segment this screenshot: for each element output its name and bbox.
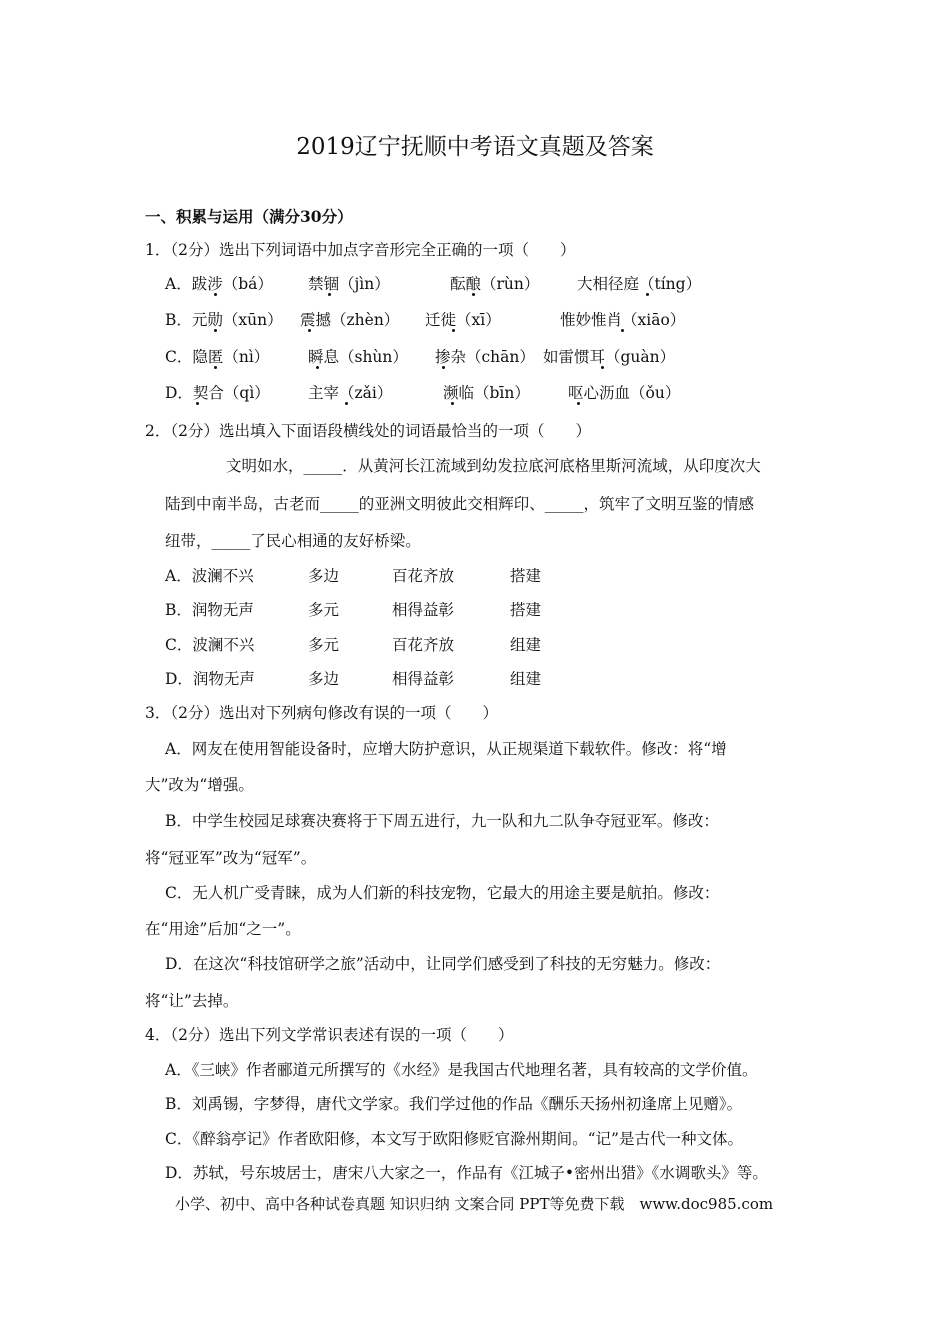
q1-c-word4: 如雷惯耳（guàn） [543,348,676,366]
q2-a-c1: A．波澜不兴 [165,567,254,585]
q1-a-word1: A．跋涉（bá） [165,275,273,293]
q1-c-word3: 掺杂（chān） [435,348,535,366]
q2-d-c3: 相得益彰 [392,670,455,688]
q3-option-b-cont: 将“冠亚军”改为“冠军”。 [145,849,317,867]
question-3-stem: 3．（2分）选出对下列病句修改有误的一项（ ） [145,704,498,722]
emphasis-dot [316,366,319,369]
q4-option-a[interactable]: A．《三峡》作者郦道元所撰写的《水经》是我国古代地理名著，具有较高的文学价值。 [165,1061,758,1079]
q1-d-word1: D．契合（qì） [165,384,270,402]
q2-b-c1: B．润物无声 [165,601,254,619]
q1-d-word4: 呕心沥血（ǒu） [568,384,681,402]
q1-a-word3: 酝酿（rùn） [450,275,540,293]
page-title: 2019辽宁抚顺中考语文真题及答案 [296,134,654,160]
q3-option-d-cont: 将“让”去掉。 [145,992,239,1010]
question-1-stem: 1．（2分）选出下列词语中加点字音形完全正确的一项（ ） [145,241,576,259]
q2-c-c3: 百花齐放 [392,636,455,654]
emphasis-dot [646,293,649,296]
q4-option-b[interactable]: B．刘禹锡，字梦得，唐代文学家。我们学过他的作品《酬乐天扬州初逢席上见赠》。 [165,1095,743,1113]
q2-a-c4: 搭建 [510,567,542,585]
q2-passage-line-1: 文明如水，_____．从黄河长江流域到幼发拉底河底格里斯河流域，从印度次大 [226,457,761,475]
emphasis-dot [621,329,624,332]
q1-b-word1: B．元勋（xūn） [165,311,283,329]
emphasis-dot [577,402,580,405]
q2-a-c3: 百花齐放 [392,567,455,585]
question-4-stem: 4．（2分）选出下列文学常识表述有误的一项（ ） [145,1026,514,1044]
q1-b-word3: 迁徙（xī） [425,311,501,329]
q2-c-c1: C．波澜不兴 [165,636,255,654]
q2-b-c4: 搭建 [510,601,542,619]
q3-option-d[interactable]: D．在这次“科技馆研学之旅”活动中，让同学们感受到了科技的无穷魅力。修改： [165,955,721,973]
emphasis-dot [345,402,348,405]
q1-a-word4: 大相径庭（tíng） [577,275,702,293]
emphasis-dot [196,402,199,405]
emphasis-dot [328,293,331,296]
emphasis-dot [601,366,604,369]
q3-option-a-cont: 大”改为“增强。 [145,776,254,794]
emphasis-dot [451,402,454,405]
q3-option-c[interactable]: C．无人机广受青睐，成为人们新的科技宠物，它最大的用途主要是航拍。修改： [165,884,720,902]
emphasis-dot [214,293,217,296]
q2-d-c1: D．润物无声 [165,670,255,688]
q3-option-b[interactable]: B．中学生校园足球赛决赛将于下周五进行，九一队和九二队争夺冠亚军。修改： [165,812,719,830]
emphasis-dot [442,366,445,369]
q3-option-c-cont: 在“用途”后加“之一”。 [145,920,301,938]
q1-d-word2: 主宰（zǎi） [308,384,393,402]
page-footer: 小学、初中、高中各种试卷真题 知识归纳 文案合同 PPT等免费下载 www.doc985.com [175,1195,774,1213]
q2-passage-line-2: 陆到中南半岛，古老而_____的亚洲文明彼此交相辉印、_____，筑牢了文明互鉴的情感 [165,495,755,513]
question-2-stem: 2．（2分）选出填入下面语段横线处的词语最恰当的一项（ ） [145,422,591,440]
q2-a-c2: 多边 [308,567,340,585]
q1-c-word1: C．隐匿（nì） [165,348,270,366]
q2-c-c2: 多元 [308,636,340,654]
q2-d-c4: 组建 [510,670,542,688]
q2-b-c3: 相得益彰 [392,601,455,619]
q2-c-c4: 组建 [510,636,542,654]
q1-d-word3: 濒临（bīn） [443,384,530,402]
emphasis-dot [308,329,311,332]
q4-option-c[interactable]: C．《醉翁亭记》作者欧阳修，本文写于欧阳修贬官滁州期间。“记”是古代一种文体。 [165,1130,743,1148]
emphasis-dot [214,366,217,369]
emphasis-dot [214,329,217,332]
q1-a-word2: 禁锢（jìn） [308,275,390,293]
q2-b-c2: 多元 [308,601,340,619]
emphasis-dot [452,329,455,332]
q4-option-d[interactable]: D．苏轼，号东坡居士，唐宋八大家之一，作品有《江城子•密州出猎》《水调歌头》等。 [165,1164,768,1182]
q2-passage-line-3: 纽带，_____了民心相通的友好桥梁。 [165,532,421,550]
section-heading: 一、积累与运用（满分30分） [145,207,353,226]
emphasis-dot [472,293,475,296]
q1-b-word2: 震撼（zhèn） [300,311,400,329]
q1-b-word4: 惟妙惟肖（xiāo） [560,311,686,329]
q3-option-a[interactable]: A．网友在使用智能设备时，应增大防护意识，从正规渠道下载软件。修改：将“增 [165,740,727,758]
q2-d-c2: 多边 [308,670,340,688]
q1-c-word2: 瞬息（shùn） [308,348,408,366]
